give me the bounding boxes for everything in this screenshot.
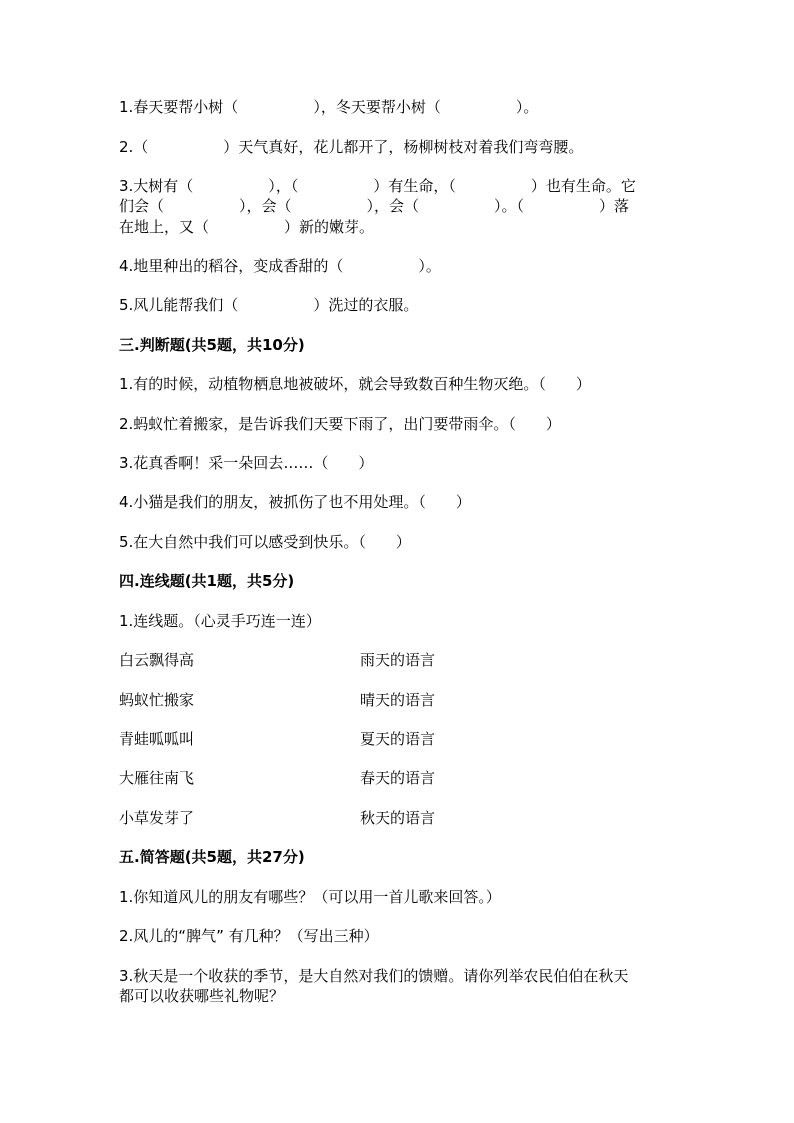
- matching-left-item: 大雁往南飞: [119, 769, 195, 787]
- matching-left-item: 小草发芽了: [119, 809, 195, 827]
- matching-right-item: 晴天的语言: [360, 691, 436, 709]
- fill-question-3-line-1: 3.大树有（ ），（ ）有生命，（ ）也有生命。它: [119, 177, 636, 195]
- matching-left-item: 蚂蚁忙搬家: [119, 691, 195, 709]
- judge-question-4: 4.小猫是我们的朋友，被抓伤了也不用处理。（ ）: [119, 493, 471, 511]
- matching-right-item: 夏天的语言: [360, 730, 436, 748]
- judge-question-1: 1.有的时候，动植物栖息地被破坏，就会导致数百种生物灭绝。（ ）: [119, 375, 591, 393]
- judge-question-3: 3.花真香啊！采一朵回去……（ ）: [119, 454, 374, 472]
- matching-right-item: 雨天的语言: [360, 651, 436, 669]
- matching-question-1: 1.连线题。（心灵手巧连一连）: [119, 612, 321, 630]
- matching-left-item: 白云飘得高: [119, 651, 195, 669]
- fill-question-3-line-3: 在地上，又（ ）新的嫩芽。: [119, 218, 375, 236]
- short-answer-question-2: 2.风儿的“脾气” 有几种？（写出三种）: [119, 927, 379, 945]
- section-3-heading: 三.判断题(共5题，共10分): [119, 336, 305, 354]
- section-4-heading: 四.连线题(共1题，共5分): [119, 572, 295, 590]
- short-answer-question-3-line-2: 都可以收获哪些礼物呢？: [119, 987, 285, 1005]
- fill-question-2: 2.（ ）天气真好，花儿都开了，杨柳树枝对着我们弯弯腰。: [119, 138, 584, 156]
- short-answer-question-1: 1.你知道风儿的朋友有哪些？（可以用一首儿歌来回答。）: [119, 888, 501, 906]
- fill-question-4: 4.地里种出的稻谷，变成香甜的（ ）。: [119, 257, 441, 275]
- matching-right-item: 春天的语言: [360, 769, 436, 787]
- section-5-heading: 五.简答题(共5题，共27分): [119, 848, 305, 866]
- fill-question-5: 5.风儿能帮我们（ ）洗过的衣服。: [119, 296, 419, 314]
- short-answer-question-3-line-1: 3.秋天是一个收获的季节，是大自然对我们的馈赠。请你列举农民伯伯在秋天: [119, 967, 629, 985]
- fill-question-1: 1.春天要帮小树（ ），冬天要帮小树（ ）。: [119, 98, 539, 116]
- fill-question-3-line-2: 们会（ ），会（ ），会（ ）。（ ）落: [119, 197, 630, 215]
- judge-question-5: 5.在大自然中我们可以感受到快乐。（ ）: [119, 533, 411, 551]
- matching-left-item: 青蛙呱呱叫: [119, 730, 195, 748]
- judge-question-2: 2.蚂蚁忙着搬家，是告诉我们天要下雨了，出门要带雨伞。（ ）: [119, 415, 561, 433]
- matching-right-item: 秋天的语言: [360, 809, 436, 827]
